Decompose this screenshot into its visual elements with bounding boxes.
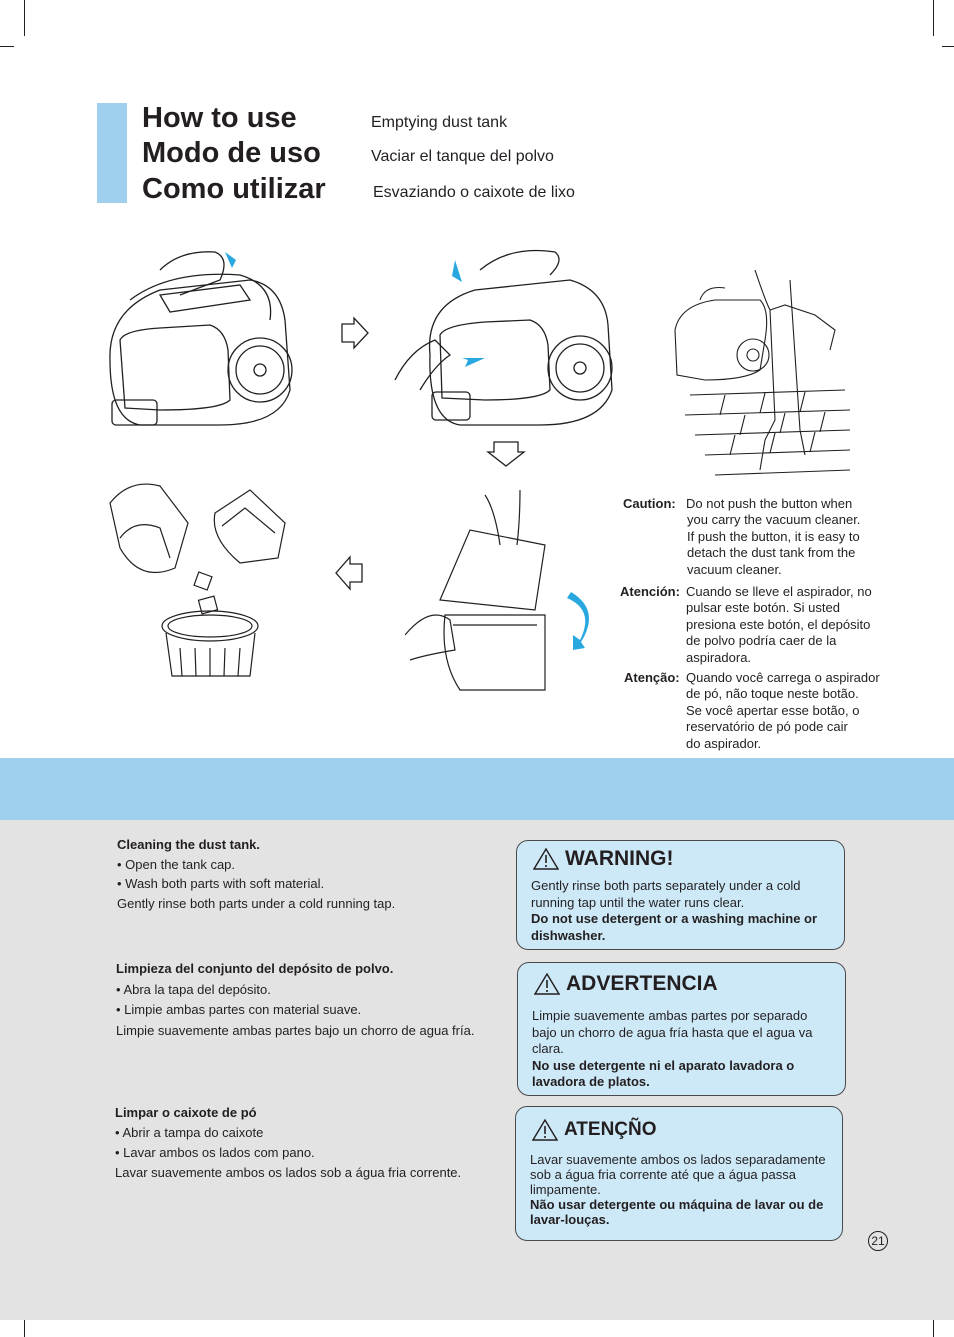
instructions-heading-en: Cleaning the dust tank. (117, 837, 261, 852)
crop-mark (933, 0, 934, 36)
crop-mark (24, 0, 25, 36)
instructions-es (116, 959, 474, 1041)
caution-text-es: pulsar este botón. Si usted (686, 600, 840, 615)
caution-text-en: If push the button, it is easy to (687, 529, 860, 544)
instructions-line: • Limpie ambas partes con material suave. (116, 1002, 362, 1017)
caution-text-en: Do not push the button when (686, 496, 853, 511)
arrow-right-icon (340, 316, 370, 350)
separate-tank-parts-illustration (405, 490, 595, 695)
caution-text-pt: do aspirador. (686, 736, 762, 751)
instructions-line: Gently rinse both parts under a cold running tap. (117, 895, 396, 911)
instructions-line: • Abra la tapa del depósito. (116, 981, 271, 997)
person-carrying-vacuum-illustration (665, 270, 855, 485)
instructions-line: • Abrir a tampa do caixote (115, 1125, 264, 1140)
caution-text-en: detach the dust tank from the (687, 545, 856, 560)
page-title-es: Modo de uso (142, 137, 321, 169)
warning-triangle-icon (534, 973, 560, 995)
vacuum-remove-tank-illustration (390, 240, 625, 430)
caution-label-en: Caution: (623, 496, 676, 511)
instructions-line: Lavar suavemente ambos os lados sob a água fria corrente. (115, 1165, 462, 1180)
warning-box-pt (515, 1106, 843, 1241)
warning-box-en (516, 840, 845, 950)
caution-text-pt: Se você apertar esse botão, o (686, 703, 860, 718)
title-accent-bar (97, 103, 127, 203)
instructions-en (117, 835, 395, 913)
arrow-left-icon (334, 555, 364, 591)
warning-bold-es: No use detergente ni el aparato lavadora o lavadora de platos. (532, 1057, 795, 1089)
warning-title-en: WARNING! (565, 847, 674, 870)
caution-text-pt: reservatório de pó pode cair (686, 719, 848, 734)
subtitle-es: Vaciar el tanque del polvo (371, 148, 554, 165)
warning-bold-pt: Não usar detergente ou máquina de lavar ou de lavar-louças. (530, 1197, 824, 1227)
instructions-line: • Open the tank cap. (117, 856, 236, 872)
caution-text-es: presiona este botón, el depósito (686, 617, 871, 632)
instructions-heading-es: Limpieza del conjunto del depósito de polvo. (116, 961, 394, 976)
crop-mark (942, 46, 954, 47)
warning-title-es: ADVERTENCIA (566, 972, 718, 995)
page-title-en: How to use (142, 102, 297, 134)
warning-triangle-icon (532, 1119, 558, 1141)
subtitle-pt: Esvaziando o caixote de lixo (373, 184, 575, 201)
caution-label-es: Atención: (620, 584, 680, 599)
empty-dust-into-bin-illustration (100, 478, 295, 683)
instructions-line: • Wash both parts with soft material. (117, 876, 325, 891)
caution-text-es: aspiradora. (686, 650, 752, 665)
warning-text-en: Gently rinse both parts separately under a cold running tap until the water runs clear. (531, 878, 801, 910)
instructions-line: Limpie suavemente ambas partes bajo un chorro de agua fría. (116, 1022, 475, 1038)
warning-triangle-icon (533, 848, 559, 870)
instructions-heading-pt: Limpar o caixote de pó (115, 1105, 257, 1120)
crop-mark (0, 46, 14, 47)
arrow-down-icon (486, 440, 526, 468)
caution-text-en: vacuum cleaner. (687, 562, 782, 577)
page-title-pt: Como utilizar (142, 173, 326, 205)
caution-text-pt: Quando você carrega o aspirador (686, 670, 880, 685)
warning-text-pt: Lavar suavemente ambos os lados separadamente sob a água fria corrente até que a água passa limpamente. (530, 1152, 826, 1197)
vacuum-press-button-illustration (100, 240, 300, 435)
caution-text-en: you carry the vacuum cleaner. (687, 512, 861, 527)
caution-text-pt: de pó, não toque neste botão. (686, 686, 859, 701)
page-number: 21 (868, 1231, 888, 1251)
caution-label-pt: Atenção: (624, 670, 680, 685)
instructions-pt (115, 1103, 461, 1183)
section-divider-band (0, 758, 954, 820)
caution-text-es: de polvo podría caer de la (686, 633, 837, 648)
warning-title-pt: ATENÇÑO (564, 1119, 657, 1140)
warning-bold-en: Do not use detergent or a washing machine or dishwasher. (531, 911, 818, 943)
warning-text-es: Limpie suavemente ambas partes por separado bajo un chorro de agua fría hasta que el agua va clara. (532, 1008, 813, 1056)
warning-box-es (517, 962, 846, 1096)
subtitle-en: Emptying dust tank (371, 114, 508, 131)
instructions-line: • Lavar ambos os lados com pano. (115, 1145, 315, 1160)
caution-text-es: Cuando se lleve el aspirador, no (686, 584, 872, 599)
